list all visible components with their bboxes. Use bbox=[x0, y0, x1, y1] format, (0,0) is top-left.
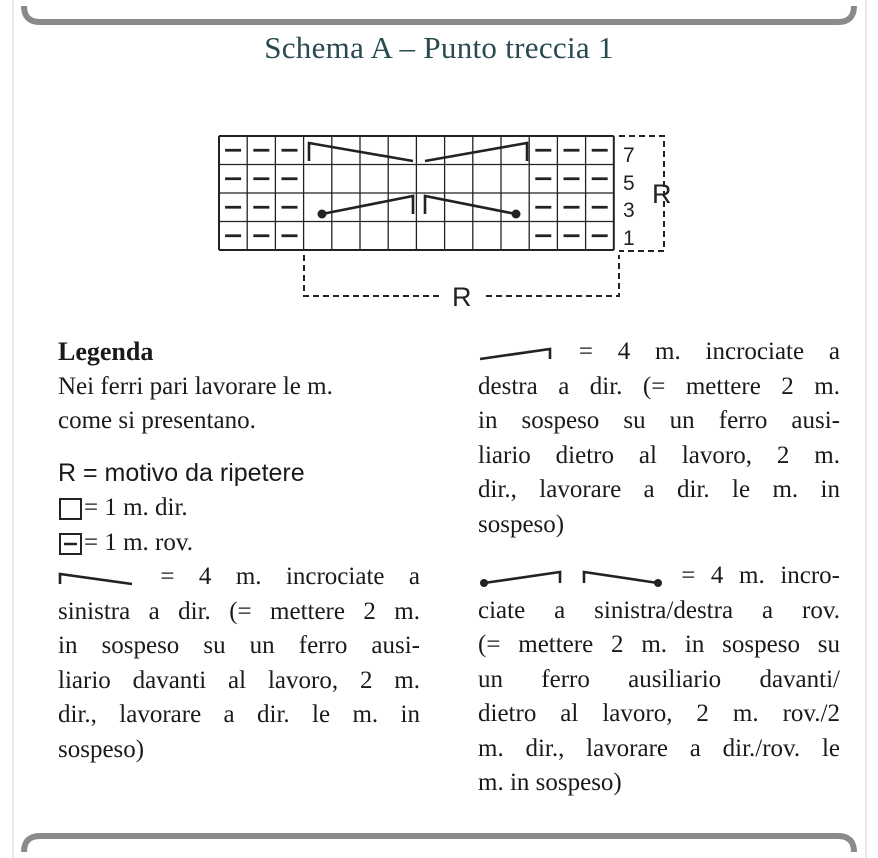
right-cross-icon bbox=[478, 343, 554, 363]
legend-left-column bbox=[58, 335, 420, 767]
legend-left-cross-line-3: liario davanti al lavoro, 2 m. bbox=[58, 666, 420, 694]
legend-left-cross-line-2: in sospeso su un ferro ausi- bbox=[58, 632, 420, 659]
purl-cross-left-icon bbox=[478, 566, 564, 588]
legend-repeat-def bbox=[58, 456, 420, 492]
chart-grid bbox=[219, 136, 614, 250]
cable-dot-left bbox=[318, 210, 327, 219]
repeat-label-vertical: R bbox=[652, 179, 672, 209]
legend-left-cross-first bbox=[58, 560, 420, 595]
legend-right-cross-line-4: dir., lavorare a dir. le m. in bbox=[478, 476, 840, 503]
row-label-5: 5 bbox=[623, 172, 635, 195]
repeat-def-text: R = motivo da ripetere bbox=[58, 458, 305, 487]
legend-purl-cross-line-4: dietro al lavoro, 2 m. rov./2 bbox=[478, 700, 840, 727]
legend-right-cross-last: sospeso) bbox=[478, 510, 565, 538]
legend-purl-cross-line-2: (= mettere 2 m. in sospeso su bbox=[478, 631, 840, 658]
legend-left-cross-last: sospeso) bbox=[58, 735, 145, 763]
chart-title: Schema A – Punto treccia 1 bbox=[264, 30, 614, 65]
legend-purl-def bbox=[58, 526, 420, 561]
row-label-1: 1 bbox=[623, 227, 635, 250]
legend-intro-line-2: come si presentano. bbox=[58, 407, 256, 434]
legend-right-cross-line-1: destra a dir. (= mettere 2 m. bbox=[478, 372, 840, 400]
purl-stitch-icon bbox=[58, 532, 84, 556]
left-cross-first-text: = 4 m. incrociate a bbox=[160, 563, 420, 590]
row-label-7: 7 bbox=[623, 144, 635, 167]
purl-cross-first-text: = 4 m. incro- bbox=[681, 562, 841, 589]
legend-purl-cross-last: m. in sospeso) bbox=[478, 769, 622, 796]
knit-stitch-icon bbox=[58, 497, 84, 521]
cable-left-cross-row7 bbox=[425, 143, 527, 161]
legend-purl-cross-first bbox=[478, 559, 840, 594]
knit-def-text: = 1 m. dir. bbox=[84, 494, 188, 521]
legend-right-cross-line-3: liario dietro al lavoro, 2 m. bbox=[478, 441, 840, 469]
cable-right-cross-row7 bbox=[309, 143, 413, 161]
legend-left-cross-line-4: dir., lavorare a dir. le m. in bbox=[58, 701, 420, 728]
legend-right-cross-first bbox=[478, 335, 840, 370]
repeat-label-horizontal: R bbox=[452, 282, 472, 312]
repeat-brackets bbox=[304, 136, 664, 296]
cable-symbols bbox=[309, 143, 527, 219]
legend-purl-cross-line-1: ciate a sinistra/destra a rov. bbox=[478, 596, 840, 624]
legend-knit-def bbox=[58, 491, 420, 526]
cable-purl-left-cross-row3 bbox=[322, 196, 413, 214]
legend-intro-line-1: Nei ferri pari lavorare le m. bbox=[58, 372, 333, 400]
right-cross-first-text: = 4 m. incrociate a bbox=[578, 338, 840, 365]
purl-def-text: = 1 m. rov. bbox=[84, 528, 193, 556]
legend-right-cross-line-2: in sospeso su un ferro ausi- bbox=[478, 407, 840, 434]
left-cross-icon bbox=[58, 568, 136, 588]
legend-purl-cross-line-5: m. dir., lavorare a dir./rov. le bbox=[478, 734, 840, 762]
purl-cross-right-icon bbox=[580, 566, 666, 588]
legend-right-column bbox=[478, 335, 840, 801]
row-label-3: 3 bbox=[623, 199, 635, 222]
legend-purl-cross-line-3: un ferro ausiliario davanti/ bbox=[478, 665, 840, 693]
cable-dot-right bbox=[512, 210, 521, 219]
knitting-chart bbox=[0, 0, 878, 320]
legend-heading: Legenda bbox=[58, 337, 154, 366]
legend-left-cross-line-1: sinistra a dir. (= mettere 2 m. bbox=[58, 597, 420, 625]
cable-purl-right-cross-row3 bbox=[425, 196, 516, 214]
